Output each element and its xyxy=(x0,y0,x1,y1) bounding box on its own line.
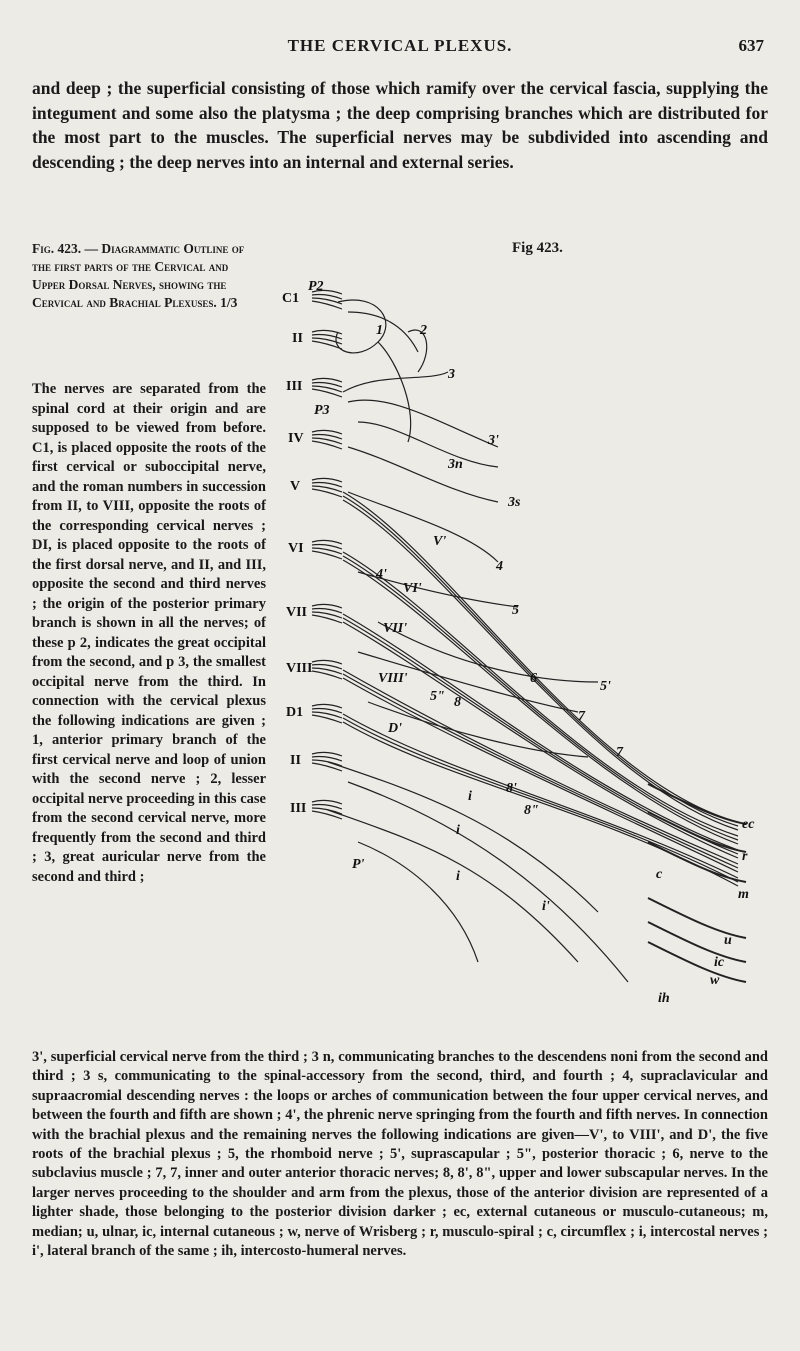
arm-nerve xyxy=(648,942,746,982)
root-fibre xyxy=(312,604,342,608)
running-header xyxy=(32,36,768,60)
branch-label: ic xyxy=(714,955,725,970)
nerve-lines xyxy=(312,290,746,982)
branch-label: D' xyxy=(388,721,402,736)
branch-label: 8' xyxy=(506,781,517,796)
branch-label: 3' xyxy=(488,433,499,448)
branch-label: 6 xyxy=(530,671,537,686)
root-fibre xyxy=(312,430,342,434)
branch-label: 5 xyxy=(512,603,519,618)
root-fibre xyxy=(312,378,342,382)
branch-label: P' xyxy=(352,857,365,872)
branch-label: r xyxy=(742,849,748,864)
root-fibre xyxy=(312,800,342,804)
arm-nerve xyxy=(648,898,746,938)
root-fibre xyxy=(312,660,342,664)
branch-label: i xyxy=(456,823,460,838)
nerve-plexus-diagram xyxy=(268,262,768,1022)
root-label: III xyxy=(286,379,303,394)
root-fibre xyxy=(312,478,342,482)
page-title: THE CERVICAL PLEXUS. xyxy=(287,36,513,55)
root-label: D1 xyxy=(286,705,304,720)
bottom-paragraph: 3', superficial cervical nerve from the third ; 3 n, communicating branches to the descendens noni from the second and third ; 3 s, communicating to the spinal-accessory from the second, third, and fourth ; 4, supraclavicular and supraacromial descending nerves : the loops or arches of communication between the four upper cervical nerves, and between the fourth and fifth are shown ; 4', the phrenic nerve springing from the fourth and fifth nerves. In connection with the brachial plexus and the remaining nerves the following indications are given—V', to VIII', and D', the five roots of the brachial plexus ; 5, the rhomboid nerve ; 5', suprascapular ; 5", posterior thoracic ; 6, nerve to the subclavius muscle ; 7, 7, inner and outer anterior thoracic nerves; 8, 8', 8", upper and lower subscapular nerves. In the larger nerves proceeding to the shoulder and arm from the plexus, those of the anterior division are represented of a lighter shade, those belonging to the posterior division darker ; ec, external cutaneous or musculo-cutaneous; m, median; u, ulnar, ic, internal cutaneous ; w, nerve of Wrisberg ; r, musculo-spiral ; c, circumflex ; i, intercostal nerves ; i', lateral branch of the same ; ih, intercosto-humeral nerves. xyxy=(32,1049,768,1260)
branch-label: i' xyxy=(542,899,550,914)
branch-label: 3n xyxy=(448,457,463,472)
root-fibre xyxy=(312,298,342,304)
root-fibre xyxy=(312,438,342,444)
intro-paragraph: and deep ; the superficial consisting of those which ramify over the cervical fascia, supplying the integument and some also the platysma ; the deep comprising branches which are distributed for the most part to the muscles. The superficial nerves may be subdivided into ascending and descending ; the deep nerves into an internal and external series. xyxy=(32,78,768,172)
nerve-line xyxy=(348,447,498,502)
branch-label: 7 xyxy=(578,709,585,724)
branch-label: 4' xyxy=(376,567,387,582)
root-labels xyxy=(282,291,312,816)
branch-label: i xyxy=(468,789,472,804)
branch-label: 3 xyxy=(448,367,455,382)
nerve-line xyxy=(343,372,448,392)
root-label: VIII xyxy=(286,661,313,676)
branch-label: ih xyxy=(658,991,670,1006)
root-label: C1 xyxy=(282,291,300,306)
branch-label: 4 xyxy=(496,559,503,574)
plexus-cord xyxy=(343,714,738,878)
root-label: VI xyxy=(288,541,304,556)
branch-label: P2 xyxy=(308,279,324,294)
figure-caption xyxy=(32,240,264,312)
branch-label: VII' xyxy=(383,621,408,636)
root-label: II xyxy=(290,753,301,768)
plexus-cord xyxy=(343,670,738,864)
page-number: 637 xyxy=(738,36,764,55)
root-label: II xyxy=(292,331,303,346)
nerve-line xyxy=(348,312,418,352)
branch-label: ec xyxy=(742,817,755,832)
root-fibre xyxy=(312,668,342,674)
plexus-cord xyxy=(343,618,738,854)
branch-label: P3 xyxy=(314,403,330,418)
nerve-line xyxy=(378,342,411,442)
root-label: IV xyxy=(288,431,304,446)
branch-label: 2 xyxy=(420,323,427,338)
plexus-cord xyxy=(343,560,738,844)
root-fibre xyxy=(312,752,342,756)
root-fibre xyxy=(312,612,342,618)
root-fibre xyxy=(312,704,342,708)
root-fibre xyxy=(312,540,342,544)
branch-labels xyxy=(308,279,755,1006)
figure-label: Fig 423. xyxy=(512,240,563,256)
caption-text: Fig. 423. — Diagrammatic Outline of the first parts of the Cervical and Upper Dorsal Nerves, showing the Cervical and Brachial Plexuses. xyxy=(32,241,245,310)
intercostal-nerve xyxy=(328,810,578,962)
branch-label: m xyxy=(738,887,749,902)
branch-label: VIII' xyxy=(378,671,408,686)
root-fibre xyxy=(312,386,342,392)
root-fibre xyxy=(312,712,342,718)
root-label: VII xyxy=(286,605,308,620)
branch-label: 5' xyxy=(600,679,611,694)
branch-label: 1 xyxy=(376,323,383,338)
branch-label: 3s xyxy=(508,495,521,510)
branch-label: i xyxy=(456,869,460,884)
root-fibre xyxy=(312,548,342,554)
plexus-cord xyxy=(343,614,738,850)
branch-label: V' xyxy=(433,534,447,549)
nerve-line xyxy=(348,492,498,562)
branch-label: 5" xyxy=(430,689,445,704)
root-fibre xyxy=(312,486,342,492)
nerve-line xyxy=(358,422,498,467)
caption-scale: 1/3 xyxy=(220,295,238,310)
branch-label: VI' xyxy=(403,581,422,596)
branch-label: 8 xyxy=(454,695,461,710)
branch-label: c xyxy=(656,867,663,882)
branch-label: w xyxy=(710,973,720,988)
left-column-text: The nerves are separated from the spinal cord at their origin and are supposed to be viewed from before. C1, is placed opposite the roots of the first cervical or suboccipital nerve, and the roman numbers in succession from II, to VIII, opposite the roots of the corresponding cervical nerves ; DI, is placed opposite to the roots of the first dorsal nerve, and II, and III, opposite the second and third nerves ; the origin of the posterior primary branch is shown in all the nerves; of these p 2, indicates the great occipital from the second, and p 3, the smallest occipital nerve from the third. In connection with the cervical plexus the following indications are given ; 1, anterior primary branch of the first cervical nerve and loop of union with the second nerve ; 2, lesser occipital nerve proceeding in this case from the second cervical nerve, more frequently from the second and third ; 3, great auricular nerve from the second and third ; xyxy=(32,381,266,885)
intercostal-nerve xyxy=(358,842,478,962)
branch-label: 7 xyxy=(616,745,623,760)
root-label: III xyxy=(290,801,307,816)
plexus-cord xyxy=(343,622,738,858)
root-fibre xyxy=(312,338,342,344)
branch-label: u xyxy=(724,933,732,948)
root-label: V xyxy=(290,479,301,494)
branch-label: 8" xyxy=(524,803,539,818)
